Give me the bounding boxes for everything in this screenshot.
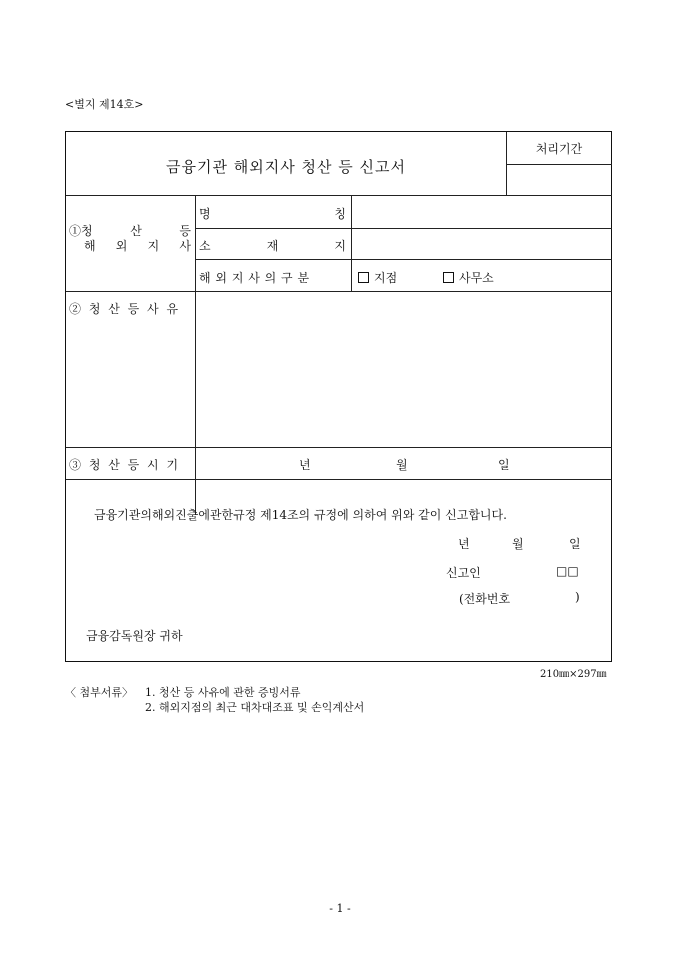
section3-label: ③ 청 산 등 시 기	[69, 458, 179, 472]
paper-size: 210㎜×297㎜	[540, 669, 607, 680]
processing-period-label: 처리기간	[535, 142, 583, 156]
divider	[195, 259, 612, 260]
timing-day: 일	[498, 458, 510, 472]
timing-year: 년	[299, 458, 311, 472]
declaration-year: 년	[458, 537, 470, 551]
location-label: 소 재 지	[199, 239, 346, 253]
office-checkbox[interactable]	[443, 272, 454, 283]
page-number: - 1 -	[329, 902, 351, 915]
declaration-month: 월	[512, 537, 524, 551]
divider	[66, 447, 612, 448]
attachments-label: 〈 첨부서류〉	[65, 686, 134, 699]
addressee: 금융감독원장 귀하	[86, 629, 183, 643]
reporter-label: 신고인	[446, 566, 481, 580]
form-number: <별지 제14호>	[65, 98, 144, 111]
name-label: 명 칭	[199, 207, 346, 221]
section1-label-line1: ①청 산 등	[69, 224, 191, 238]
location-field[interactable]	[352, 229, 612, 259]
name-field[interactable]	[352, 196, 612, 227]
declaration-statement: 금융기관의해외진출에관한규정 제14조의 규정에 의하여 위와 같이 신고합니다.	[94, 508, 507, 522]
reporter-seal[interactable]: □□	[556, 564, 579, 578]
phone-label: (전화번호	[459, 592, 511, 606]
reason-field[interactable]	[196, 292, 612, 446]
declaration-day: 일	[569, 537, 581, 551]
attachment-item-1: 1. 청산 등 사유에 관한 증빙서류	[145, 686, 301, 699]
report-form	[65, 131, 612, 662]
form-title: 금융기관 해외지사 청산 등 신고서	[166, 158, 406, 176]
attachment-item-2: 2. 해외지점의 최근 대차대조표 및 손익계산서	[145, 701, 365, 714]
classification-label: 해 외 지 사 의 구 분	[199, 271, 310, 285]
divider	[66, 479, 612, 480]
branch-checkbox[interactable]	[358, 272, 369, 283]
section2-label: ② 청 산 등 사 유	[69, 302, 179, 316]
section1-label-line2: 해 외 지 사	[84, 239, 191, 253]
processing-period-field[interactable]	[507, 165, 611, 194]
timing-month: 월	[396, 458, 408, 472]
option-branch[interactable]: 지점	[358, 269, 397, 286]
phone-close: )	[575, 590, 580, 604]
option-office[interactable]: 사무소	[443, 269, 494, 286]
